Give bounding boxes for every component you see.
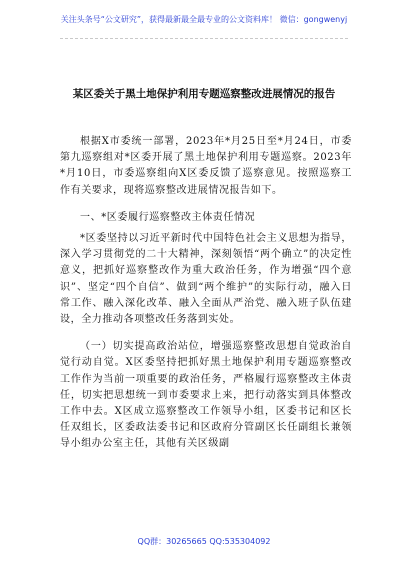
header-divider — [60, 38, 348, 39]
subsection-paragraph: （一）切实提高政治站位，增强巡察整改思想自觉政治自觉行动自觉。X区委坚持把抓好黑土地保护利用专题巡察整改工作作为当前一项重要的政治任务，严格履行巡察整改主体责任，切实把思想统一到市委要求上来，把行动落实到具体整改工作中去。X区成立巡察整改工作领导小组，区委书记和区长任双组长，区委政法委书记和区政府分管副区长任副组长兼领导小组办公室主任，其他有关区级副 — [60, 341, 352, 450]
footer-contact: QQ群：30265665 QQ:535304092 — [137, 537, 271, 546]
document-body — [60, 134, 352, 464]
header-banner: 关注头条号“公文研究”，获得最新最全最专业的公文资料库！ 微信：gongwenyj — [60, 15, 348, 24]
section-paragraph: *区委坚持以习近平新时代中国特色社会主义思想为指导，深入学习贯彻党的二十大精神，深刻领悟“两个确立”的决定性意义，把抓好巡察整改作为重大政治任务，作为增强“四个意识”、坚定“四个自信”、做到“两个维护”的实际行动，融入日常工作、融入深化改革、融入全面从严治党、融入班子队伍建设，全力推动各项整改任务落到实处。 — [60, 233, 352, 326]
document-title: 某区委关于黑土地保护利用专题巡察整改进展情况的报告 — [72, 88, 336, 100]
intro-paragraph: 根据X市委统一部署，2023年*月25日至*月24日，市委第九巡察组对*区委开展了黑土地保护利用专题巡察。2023年*月10日，市委巡察组向X区委反馈了巡察意见。按照巡察工作有关要求，现将巡察整改进展情况报告如下。 — [60, 136, 352, 196]
section-heading: 一、*区委履行巡察整改主体责任情况 — [80, 211, 256, 223]
